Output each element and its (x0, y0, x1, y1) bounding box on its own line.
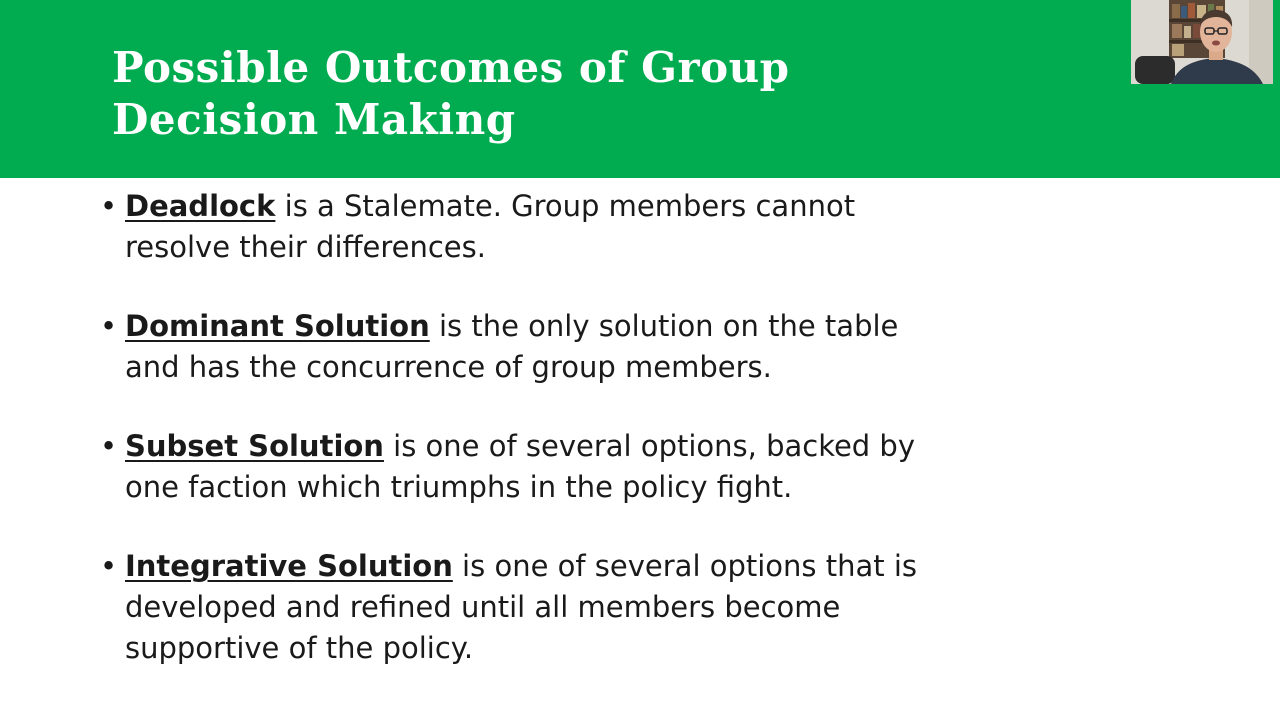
slide-title-line-2: Decision Making (112, 95, 516, 144)
definition-dominant-solution: is the only solution on the table and has the concurrence of group members. (125, 309, 899, 384)
term-dominant-solution: Dominant Solution (125, 309, 430, 343)
outcomes-list (100, 186, 960, 707)
slide-title (112, 42, 1112, 146)
term-deadlock: Deadlock (125, 189, 276, 223)
bullet-icon: • (100, 189, 118, 223)
bullet-icon: • (100, 429, 118, 463)
bullet-icon: • (100, 549, 118, 583)
term-integrative-solution: Integrative Solution (125, 549, 453, 583)
title-banner (0, 0, 1280, 178)
bullet-icon: • (100, 309, 118, 343)
definition-subset-solution: is one of several options, backed by one faction which triumphs in the policy fight. (125, 429, 916, 504)
definition-integrative-solution: is one of several options that is developed and refined until all members become supportive of the policy. (125, 549, 918, 665)
bullet-deadlock (100, 186, 960, 268)
definition-deadlock: is a Stalemate. Group members cannot resolve their differences. (125, 189, 856, 264)
term-subset-solution: Subset Solution (125, 429, 384, 463)
slide-title-line-1: Possible Outcomes of Group (112, 43, 790, 92)
bullet-dominant-solution (100, 306, 960, 388)
presenter-video-icon (1131, 0, 1273, 84)
slide-body (0, 178, 1280, 720)
bullet-subset-solution (100, 426, 960, 508)
presenter-webcam (1131, 0, 1273, 84)
bullet-integrative-solution (100, 546, 960, 669)
